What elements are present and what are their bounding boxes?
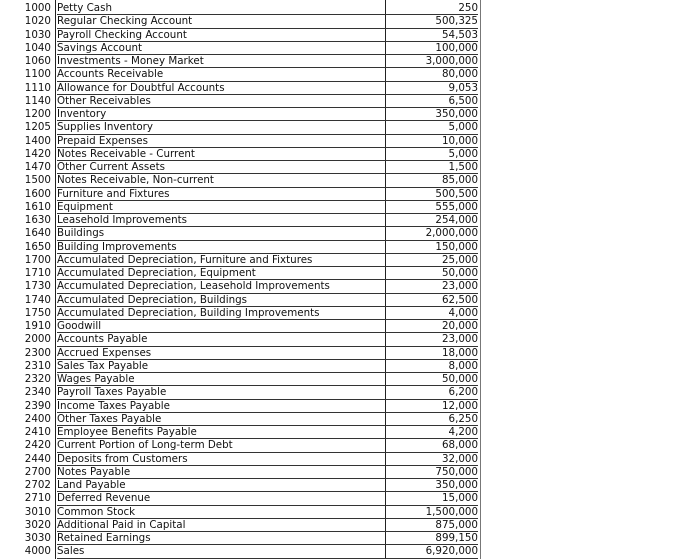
account-amount: 254,000 [384,214,478,227]
account-name: Current Portion of Long-term Debt [57,439,387,452]
account-code: 2420 [24,439,51,452]
account-code: 2390 [24,399,51,412]
account-amount: 5,000 [384,148,478,161]
account-row [0,95,480,108]
account-row [0,360,480,373]
account-row [0,333,480,346]
account-name: Other Taxes Payable [57,413,387,426]
account-code: 1200 [24,108,51,120]
account-name: Building Improvements [57,241,387,254]
account-name: Notes Receivable - Current [57,148,387,161]
account-code: 2400 [24,412,51,425]
account-name: Accounts Receivable [57,68,387,81]
account-amount: 875,000 [384,519,478,532]
account-row [0,320,480,333]
account-amount: 2,000,000 [384,227,478,240]
account-row [0,545,480,558]
account-name: Leasehold Improvements [57,214,387,227]
account-code: 1640 [24,227,51,240]
account-amount: 54,503 [384,29,478,42]
account-code: 2410 [24,426,51,438]
account-amount: 1,500 [384,161,478,174]
account-name: Notes Payable [57,466,387,479]
account-name: Buildings [57,227,387,240]
account-name: Furniture and Fixtures [57,188,387,201]
account-amount: 18,000 [384,347,478,360]
account-row [0,108,480,121]
account-name: Employee Benefits Payable [57,426,387,439]
account-name: Payroll Checking Account [57,29,387,42]
account-amount: 68,000 [384,439,478,452]
account-code: 1140 [24,94,51,107]
account-code: 1910 [24,320,51,332]
account-code: 2700 [24,465,51,478]
account-amount: 100,000 [384,42,478,55]
account-code: 1100 [24,68,51,81]
account-name: Goodwill [57,320,387,333]
account-name: Payroll Taxes Payable [57,386,387,399]
account-amount: 6,920,000 [384,545,478,558]
account-code: 1030 [24,28,51,41]
account-code: 2340 [24,386,51,399]
account-code: 1400 [24,134,51,147]
amount-column-right-border [480,0,481,559]
account-row [0,506,480,519]
account-code: 3010 [24,505,51,518]
account-amount: 25,000 [384,254,478,267]
account-code: 1000 [24,2,51,14]
account-amount: 6,250 [384,413,478,426]
account-amount: 4,200 [384,426,478,439]
account-row [0,68,480,81]
account-name: Accounts Payable [57,333,387,346]
account-row [0,413,480,426]
account-name: Deferred Revenue [57,492,387,505]
account-amount: 5,000 [384,121,478,134]
account-amount: 15,000 [384,492,478,505]
account-row [0,519,480,532]
account-amount: 150,000 [384,241,478,254]
account-code: 1205 [24,121,51,134]
account-code: 4000 [24,545,51,558]
account-amount: 10,000 [384,135,478,148]
account-amount: 6,500 [384,95,478,108]
account-code: 2440 [24,452,51,465]
account-row [0,82,480,95]
account-code: 1420 [24,147,51,160]
account-code: 2702 [24,479,51,491]
account-name: Accumulated Depreciation, Buildings [57,294,387,307]
account-name: Additional Paid in Capital [57,519,387,532]
account-amount: 350,000 [384,479,478,492]
account-row [0,532,480,545]
account-row [0,121,480,134]
account-name: Accumulated Depreciation, Leasehold Improvements [57,280,387,293]
account-row [0,2,480,15]
account-row [0,466,480,479]
account-row [0,201,480,214]
account-code: 1500 [24,174,51,187]
account-name: Other Current Assets [57,161,387,174]
account-row [0,439,480,452]
account-code: 2710 [24,492,51,505]
account-row [0,254,480,267]
account-row [0,294,480,307]
account-row [0,241,480,254]
account-name: Accrued Expenses [57,347,387,360]
account-name: Sales [57,545,387,558]
account-name: Inventory [57,108,387,121]
account-row [0,267,480,280]
account-amount: 23,000 [384,280,478,293]
account-amount: 50,000 [384,373,478,386]
account-name: Common Stock [57,506,387,519]
account-amount: 250 [384,2,478,15]
account-row [0,214,480,227]
account-name: Land Payable [57,479,387,492]
account-code: 1060 [24,55,51,67]
account-amount: 750,000 [384,466,478,479]
account-row [0,307,480,320]
account-amount: 4,000 [384,307,478,320]
account-row [0,479,480,492]
account-code: 3020 [24,518,51,531]
account-name: Investments - Money Market [57,55,387,68]
account-code: 1630 [24,214,51,226]
account-name: Deposits from Customers [57,453,387,466]
account-name: Notes Receivable, Non-current [57,174,387,187]
account-name: Equipment [57,201,387,214]
account-row [0,174,480,187]
account-row [0,386,480,399]
account-name: Accumulated Depreciation, Equipment [57,267,387,280]
account-name: Savings Account [57,42,387,55]
account-name: Petty Cash [57,2,387,15]
account-row [0,280,480,293]
account-row [0,426,480,439]
account-code: 1650 [24,240,51,253]
account-row [0,42,480,55]
account-amount: 32,000 [384,453,478,466]
account-row [0,29,480,42]
account-row [0,55,480,68]
account-amount: 1,500,000 [384,506,478,519]
account-code: 1750 [24,306,51,319]
account-row [0,188,480,201]
account-row [0,227,480,240]
account-name: Accumulated Depreciation, Furniture and Fixtures [57,254,387,267]
account-amount: 555,000 [384,201,478,214]
account-name: Regular Checking Account [57,15,387,28]
account-row [0,148,480,161]
account-amount: 500,325 [384,15,478,28]
account-name: Income Taxes Payable [57,400,387,413]
account-code: 2310 [24,359,51,372]
account-row [0,453,480,466]
account-amount: 12,000 [384,400,478,413]
account-amount: 62,500 [384,294,478,307]
account-code: 1020 [24,15,51,28]
account-row [0,400,480,413]
account-code: 1600 [24,187,51,200]
account-name: Retained Earnings [57,532,387,545]
account-row [0,347,480,360]
account-row [0,373,480,386]
account-amount: 6,200 [384,386,478,399]
account-code: 1470 [24,161,51,173]
account-code: 1710 [24,267,51,279]
account-name: Allowance for Doubtful Accounts [57,82,387,95]
account-code: 2300 [24,346,51,359]
account-amount: 20,000 [384,320,478,333]
account-code: 1110 [24,81,51,94]
account-row [0,161,480,174]
account-name: Sales Tax Payable [57,360,387,373]
account-amount: 85,000 [384,174,478,187]
account-code: 3030 [24,532,51,544]
account-row [0,15,480,28]
account-code: 2320 [24,373,51,385]
account-code: 1040 [24,41,51,54]
account-amount: 80,000 [384,68,478,81]
account-name: Wages Payable [57,373,387,386]
account-amount: 350,000 [384,108,478,121]
account-code: 2000 [24,333,51,346]
account-row [0,135,480,148]
account-amount: 9,053 [384,82,478,95]
account-amount: 899,150 [384,532,478,545]
account-amount: 3,000,000 [384,55,478,68]
account-code: 1610 [24,200,51,213]
account-code: 1700 [24,253,51,266]
account-amount: 50,000 [384,267,478,280]
account-name: Prepaid Expenses [57,135,387,148]
account-name: Other Receivables [57,95,387,108]
account-amount: 8,000 [384,360,478,373]
account-code: 1740 [24,293,51,306]
account-amount: 500,500 [384,188,478,201]
account-code: 1730 [24,280,51,293]
account-name: Accumulated Depreciation, Building Improvements [57,307,387,320]
account-row [0,492,480,505]
account-name: Supplies Inventory [57,121,387,134]
account-amount: 23,000 [384,333,478,346]
